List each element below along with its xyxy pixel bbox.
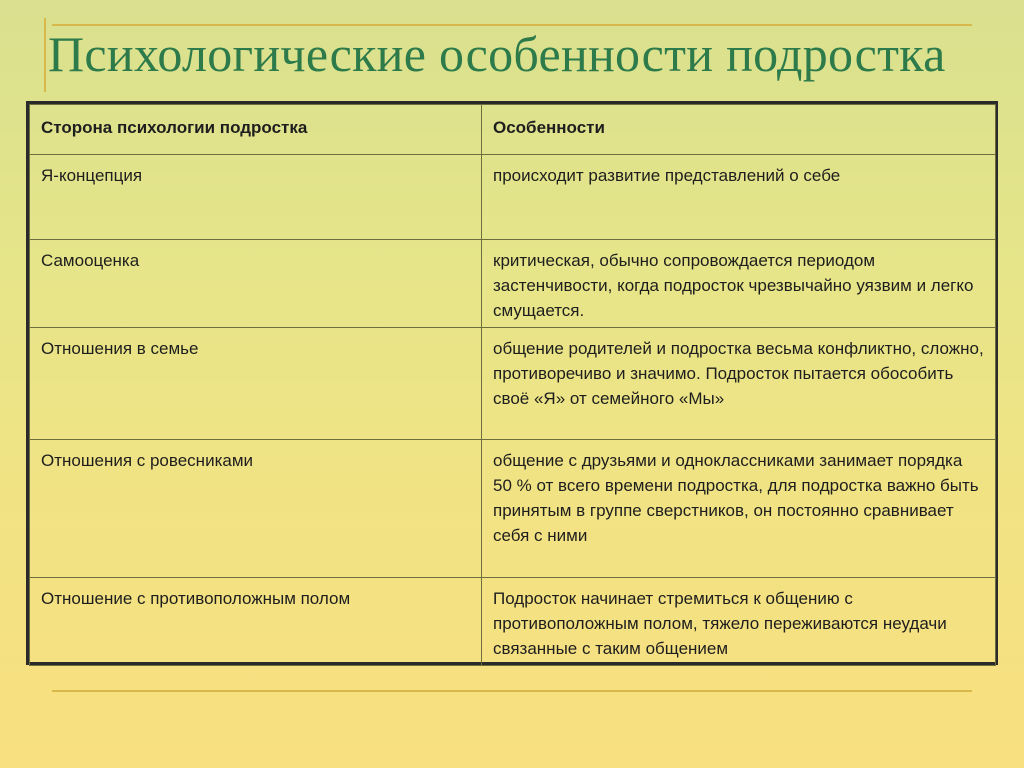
cell-aspect: Отношения в семье xyxy=(30,328,482,440)
table-row xyxy=(30,328,996,440)
cell-aspect: Отношение с противоположным полом xyxy=(30,578,482,666)
cell-features: общение родителей и подростка весьма конфликтно, сложно, противоречиво и значимо. Подросток пытается обособить своё «Я» от семейного «Мы» xyxy=(482,328,996,440)
cell-features: критическая, обычно сопровождается периодом застенчивости, когда подросток чрезвычайно уязвим и легко смущается. xyxy=(482,240,996,328)
table-row xyxy=(30,440,996,578)
table-row xyxy=(30,155,996,240)
features-table-frame xyxy=(26,101,998,665)
bottom-accent-line xyxy=(52,690,972,692)
cell-features: Подросток начинает стремиться к общению с противоположным полом, тяжело переживаются неудачи связанные с таким общением xyxy=(482,578,996,666)
cell-aspect: Самооценка xyxy=(30,240,482,328)
table-row xyxy=(30,240,996,328)
cell-features: происходит развитие представлений о себе xyxy=(482,155,996,240)
header-aspect: Сторона психологии подростка xyxy=(30,105,482,155)
left-accent-line xyxy=(44,18,46,92)
table-header-row xyxy=(30,105,996,155)
cell-features: общение с друзьями и одноклассниками занимает порядка 50 % от всего времени подростка, для подростка важно быть принятым в группе сверстников, он постоянно сравнивает себя с ними xyxy=(482,440,996,578)
header-features: Особенности xyxy=(482,105,996,155)
table-row xyxy=(30,578,996,666)
cell-aspect: Отношения с ровесниками xyxy=(30,440,482,578)
slide-title: Психологические особенности подростка xyxy=(48,26,946,82)
cell-aspect: Я-концепция xyxy=(30,155,482,240)
features-table xyxy=(29,104,996,666)
